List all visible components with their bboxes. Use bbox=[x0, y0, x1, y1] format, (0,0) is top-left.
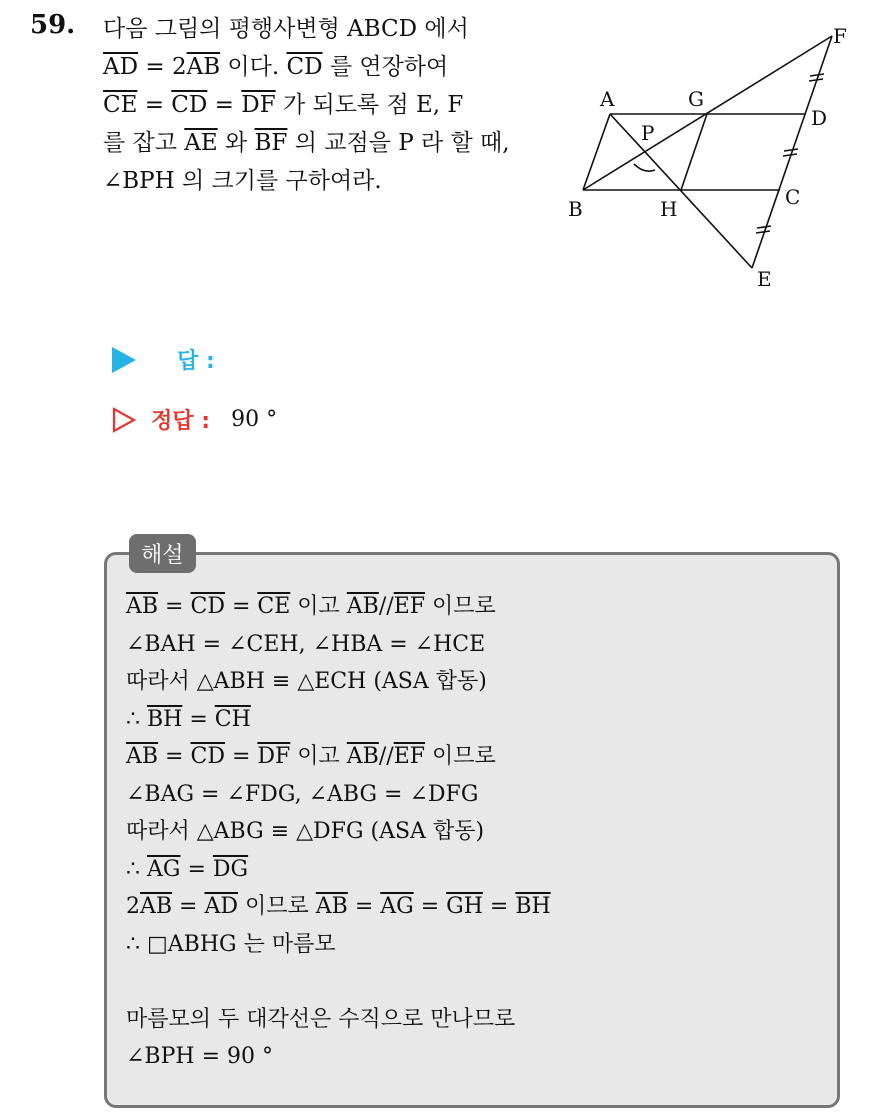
overline-segment: $\overline{AD}$ bbox=[103, 54, 139, 80]
solution-line bbox=[126, 626, 826, 664]
overline-segment: $\overline{BH}$ bbox=[147, 706, 183, 732]
text-segment: = bbox=[182, 706, 215, 732]
overline-segment: $\overline{GH}$ bbox=[446, 894, 483, 919]
text-segment: 를 연장하여 bbox=[322, 54, 449, 80]
text-segment: 의 교점을 P 라 할 때, bbox=[287, 130, 510, 156]
overline-segment: $\overline{EF}$ bbox=[393, 744, 426, 769]
overline-segment: $\overline{AB}$ bbox=[140, 894, 173, 919]
segment-AB bbox=[583, 114, 610, 190]
overline-segment: $\overline{AD}$ bbox=[204, 894, 239, 919]
text-segment: 마름모의 두 대각선은 수직으로 만나므로 bbox=[126, 1006, 516, 1032]
text-segment: ∴ bbox=[126, 706, 147, 732]
text-segment: 따라서 △ABG ≡ △DFG (ASA 합동) bbox=[126, 819, 485, 844]
text-segment: 이므로 bbox=[238, 894, 316, 919]
label-P: P bbox=[641, 121, 655, 145]
label-D: D bbox=[811, 106, 828, 130]
question-text bbox=[103, 10, 543, 200]
overline-segment: $\overline{CD}$ bbox=[286, 54, 323, 80]
segment-FE bbox=[752, 36, 832, 268]
overline-segment: $\overline{CD}$ bbox=[190, 594, 225, 619]
question-line bbox=[103, 86, 543, 124]
text-segment: = bbox=[413, 894, 447, 919]
segment-BF bbox=[583, 36, 832, 190]
question-line bbox=[103, 162, 543, 200]
solution-line bbox=[126, 813, 826, 851]
text-segment: ∠BAH = ∠CEH, ∠HBA = ∠HCE bbox=[126, 631, 486, 657]
question-number: 59. bbox=[30, 10, 76, 40]
tick-DF-2 bbox=[809, 79, 823, 81]
tick-CE-1 bbox=[757, 226, 771, 228]
answer-label: 답 : bbox=[177, 349, 215, 374]
overline-segment: $\overline{CE}$ bbox=[257, 594, 291, 619]
text-segment: ∠BPH 의 크기를 구하여라. bbox=[103, 168, 382, 194]
overline-segment: $\overline{AB}$ bbox=[346, 594, 379, 619]
label-F: F bbox=[833, 24, 847, 48]
label-A: A bbox=[600, 87, 615, 111]
text-segment: 와 bbox=[217, 130, 255, 156]
overline-segment: $\overline{DF}$ bbox=[241, 92, 276, 118]
text-segment: 를 잡고 bbox=[103, 130, 185, 156]
solution-line bbox=[126, 1001, 826, 1039]
solution-line bbox=[126, 1038, 826, 1076]
solution-text bbox=[126, 588, 826, 1076]
correct-answer-value: 90 ° bbox=[231, 407, 278, 432]
text-segment: = bbox=[482, 894, 516, 919]
play-filled-icon bbox=[112, 347, 136, 373]
overline-segment: $\overline{EF}$ bbox=[393, 594, 426, 619]
label-C: C bbox=[785, 185, 801, 209]
label-B: B bbox=[568, 197, 583, 221]
geometry-figure bbox=[560, 18, 860, 308]
correct-answer-row bbox=[112, 404, 277, 435]
overline-segment: $\overline{AB}$ bbox=[315, 894, 348, 919]
overline-segment: $\overline{AG}$ bbox=[380, 894, 414, 919]
text-segment: = bbox=[224, 594, 258, 619]
overline-segment: $\overline{CH}$ bbox=[214, 706, 251, 732]
text-segment: 다음 그림의 평행사변형 ABCD 에서 bbox=[103, 16, 469, 42]
text-segment: ∴ bbox=[126, 856, 147, 882]
overline-segment: $\overline{AG}$ bbox=[147, 856, 181, 882]
text-segment: 이므로 bbox=[425, 594, 496, 619]
text-segment: = bbox=[172, 894, 205, 919]
solution-line bbox=[126, 776, 826, 814]
text-segment: 이므로 bbox=[425, 744, 496, 769]
text-segment: = bbox=[207, 92, 242, 118]
text-segment: // bbox=[378, 594, 394, 619]
tick-CE-2 bbox=[756, 231, 770, 233]
question-line bbox=[103, 48, 543, 86]
text-segment: ∠BAG = ∠FDG, ∠ABG = ∠DFG bbox=[126, 781, 479, 807]
overline-segment: $\overline{CD}$ bbox=[171, 92, 208, 118]
solution-tag: 해설 bbox=[129, 534, 196, 573]
segment-AE bbox=[610, 114, 752, 268]
overline-segment: $\overline{DF}$ bbox=[257, 744, 291, 769]
overline-segment: $\overline{CD}$ bbox=[190, 744, 225, 769]
text-segment: 따라서 △ABH ≡ △ECH (ASA 합동) bbox=[126, 669, 487, 694]
text-segment: = 2 bbox=[138, 54, 187, 80]
solution-line bbox=[126, 851, 826, 889]
text-segment: 이고 bbox=[290, 594, 347, 619]
overline-segment: $\overline{AB}$ bbox=[186, 54, 221, 80]
tick-CD-2 bbox=[783, 154, 797, 156]
tick-DF-1 bbox=[810, 74, 824, 76]
overline-segment: $\overline{BF}$ bbox=[254, 130, 288, 156]
overline-segment: $\overline{BH}$ bbox=[515, 894, 551, 919]
question-line bbox=[103, 124, 543, 162]
text-segment: 가 되도록 점 E, F bbox=[275, 92, 464, 118]
text-segment: 이다. bbox=[220, 54, 287, 80]
tick-CD-1 bbox=[784, 149, 798, 151]
solution-line bbox=[126, 588, 826, 626]
solution-line bbox=[126, 663, 826, 701]
text-segment: 이고 bbox=[290, 744, 347, 769]
segment-GH bbox=[681, 114, 707, 190]
text-segment: ∴ □ABHG 는 마름모 bbox=[126, 931, 336, 957]
play-outline-icon bbox=[112, 407, 136, 433]
solution-line bbox=[126, 926, 826, 964]
text-segment: // bbox=[378, 744, 394, 769]
overline-segment: $\overline{AB}$ bbox=[126, 744, 159, 769]
text-segment: = bbox=[158, 744, 191, 769]
label-E: E bbox=[757, 267, 772, 291]
overline-segment: $\overline{AE}$ bbox=[184, 130, 218, 156]
overline-segment: $\overline{DG}$ bbox=[212, 856, 249, 882]
label-H: H bbox=[660, 197, 678, 221]
overline-segment: $\overline{CE}$ bbox=[103, 92, 138, 118]
angle-BPH-arc bbox=[634, 164, 655, 171]
solution-line bbox=[126, 738, 826, 776]
text-segment: ∠BPH = 90 ° bbox=[126, 1044, 273, 1069]
text-segment: = bbox=[224, 744, 258, 769]
text-segment: = bbox=[347, 894, 381, 919]
solution-line bbox=[126, 888, 826, 926]
solution-line bbox=[126, 963, 826, 1001]
question-line bbox=[103, 10, 543, 48]
overline-segment: $\overline{AB}$ bbox=[346, 744, 379, 769]
text-segment: = bbox=[137, 92, 172, 118]
text-segment: = bbox=[158, 594, 191, 619]
label-G: G bbox=[688, 87, 704, 111]
answer-row bbox=[112, 344, 215, 375]
correct-answer-label: 정답 : bbox=[151, 409, 211, 434]
overline-segment: $\overline{AB}$ bbox=[126, 594, 159, 619]
solution-line bbox=[126, 701, 826, 739]
text-segment: 2 bbox=[126, 894, 140, 919]
text-segment: = bbox=[180, 856, 213, 882]
